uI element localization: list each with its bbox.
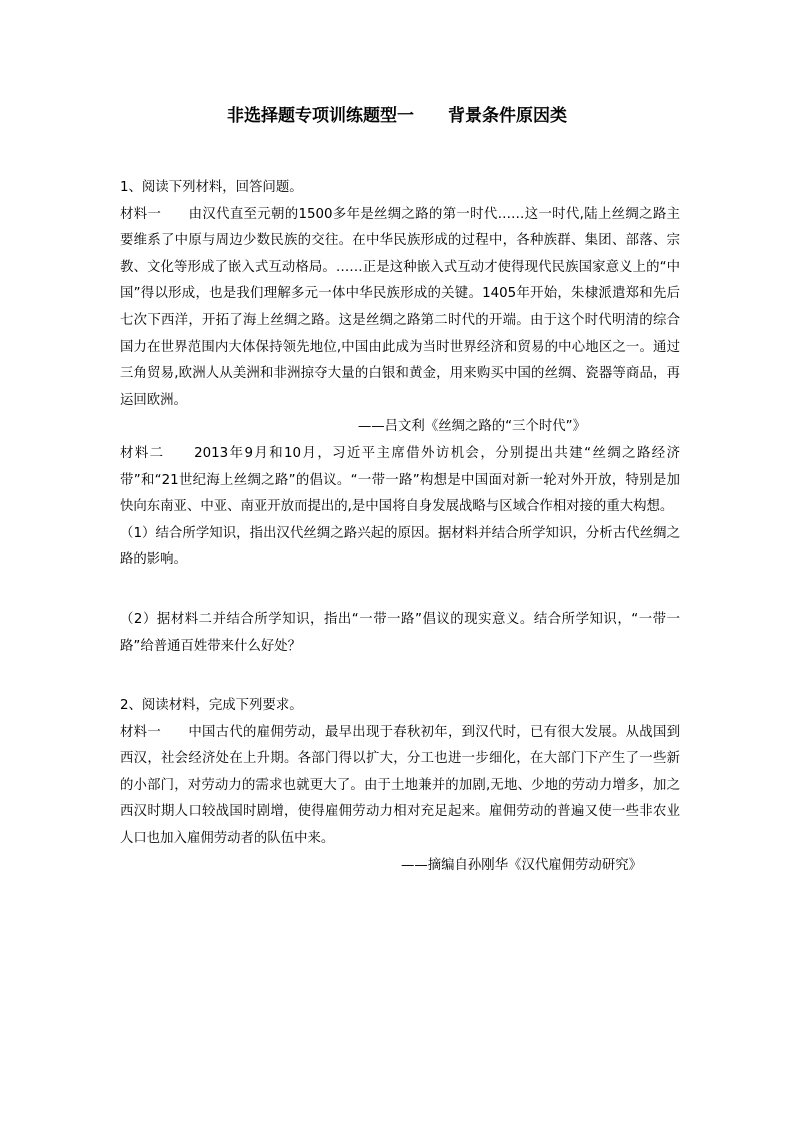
question-1-prompt: 1、阅读下列材料，回答问题。 [120, 180, 303, 195]
question-2-material-1-source: ——摘编自孙刚华《汉代雇佣劳动研究》 [400, 857, 642, 873]
question-1-material-2: 材料二 2013年9月和10月，习近平主席借外访机会，分别提出共建“丝绸之路经济带”和“21世纪海上丝绸之路”的倡议。“一带一路”构想是中国面对新一轮对外开放，特别是加快向东南亚、中亚、南亚开放而提出的,是中国将自身发展战略与区域合作相对接的重大构想。 [120, 445, 680, 515]
question-1-subquestion-1: （1）结合所学知识，指出汉代丝绸之路兴起的原因。据材料并结合所学知识，分析古代丝绸之路的影响。 [120, 525, 680, 568]
question-1-material-1: 材料一 由汉代直至元朝的1500多年是丝绸之路的第一时代……这一时代,陆上丝绸之路主要维系了中原与周边少数民族的交往。在中华民族形成的过程中，各种族群、集团、部落、宗教、文化等形成了嵌入式互动格局。……正是这种嵌入式互动才使得现代民族国家意义上的“中国”得以形成，也是我们理解多元一体中华民族形成的关键。1405年开始，朱棣派遣郑和先后七次下西洋，开拓了海上丝绸之路。这是丝绸之路第二时代的开端。由于这个时代明清的综合国力在世界范围内大体保持领先地位,中国由此成为当时世界经济和贸易的中心地区之一。通过三角贸易,欧洲人从美洲和非洲掠夺大量的白银和黄金，用来购买中国的丝绸、瓷器等商品，再运回欧洲。 [120, 206, 680, 408]
question-2-material-1: 材料一 中国古代的雇佣劳动，最早出现于春秋初年，到汉代时，已有很大发展。从战国到西汉，社会经济处在上升期。各部门得以扩大，分工也进一步细化，在大部门下产生了一些新的小部门，对劳动力的需求也就更大了。由于土地兼并的加剧,无地、少地的劳动力增多，加之西汉时期人口较战国时剧增，使得雇佣劳动力相对充足起来。雇佣劳动的普遍又使一些非农业人口也加入雇佣劳动者的队伍中来。 [120, 724, 680, 847]
question-1-material-1-source: ——吕文利《丝绸之路的“三个时代”》 [357, 419, 586, 435]
page-title: 非选择题专项训练题型一 背景条件原因类 [227, 106, 567, 126]
answer-space [120, 574, 680, 607]
question-2-prompt: 2、阅读材料，完成下列要求。 [120, 698, 303, 714]
document-body [120, 175, 680, 879]
question-1-subquestion-2: （2）据材料二并结合所学知识，指出“一带一路”倡议的现实意义。结合所学知识，“一带一路”给普通百姓带来什么好处？ [120, 611, 680, 654]
answer-space [120, 660, 680, 693]
